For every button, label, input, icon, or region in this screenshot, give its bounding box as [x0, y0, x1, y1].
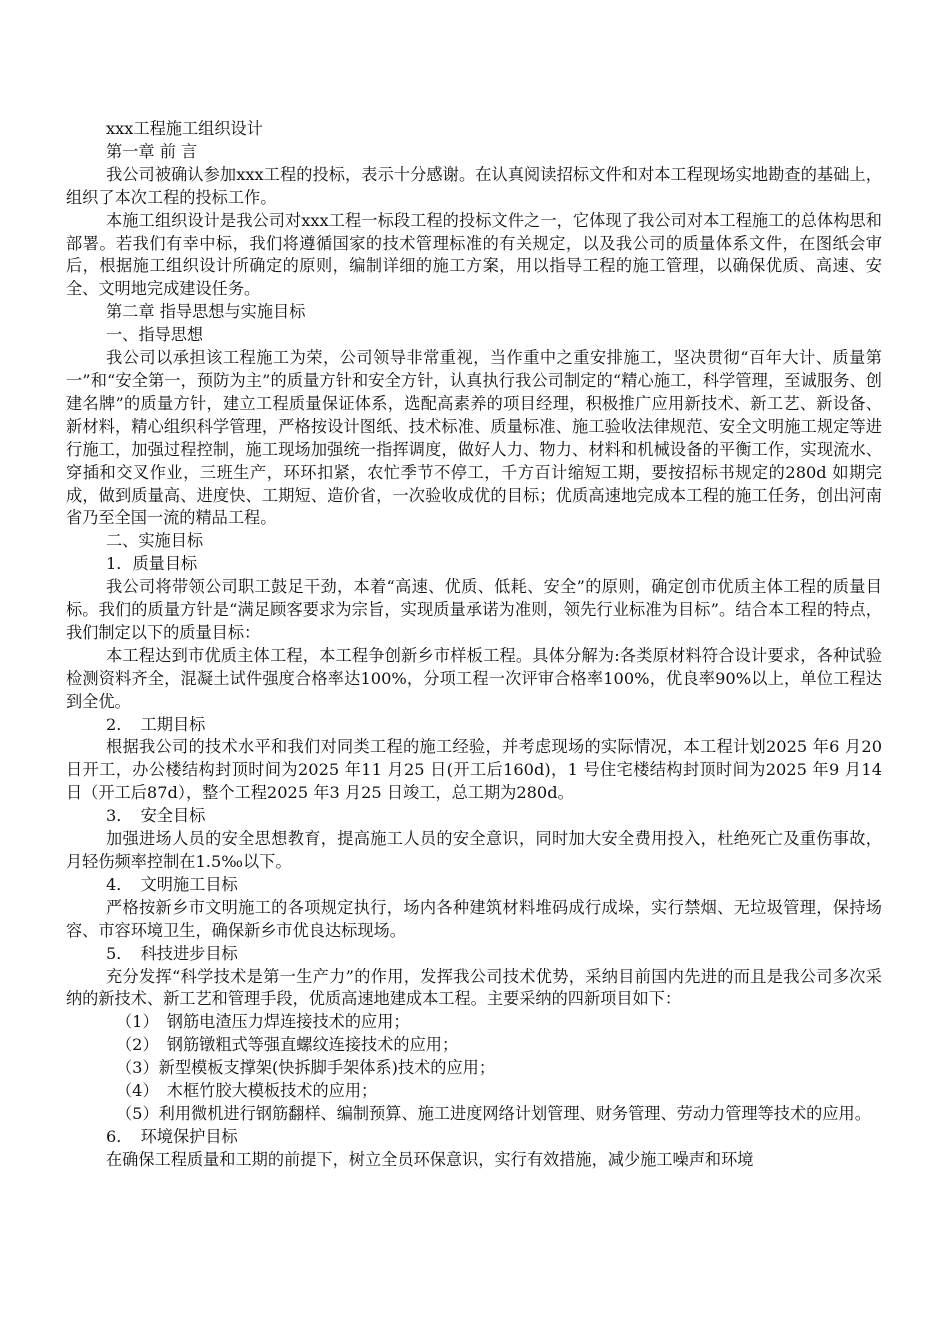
list-item: （3）新型模板支撑架(快拆脚手架体系)技术的应用； [116, 1058, 496, 1078]
list-item: （5）利用微机进行钢筋翻样、编制预算、施工进度网络计划管理、财务管理、劳动力管理等技术的应用。 [116, 1103, 871, 1123]
paragraph: 加强进场人员的安全思想教育，提高施工人员的安全意识，同时加大安全费用投入，杜绝死亡及重伤事故，月轻伤频率控制在1.5‰以下。 [66, 829, 882, 871]
document-title: xxx工程施工组织设计 [106, 119, 263, 138]
paragraph: 充分发挥“科学技术是第一生产力”的作用，发挥我公司技术优势，采纳目前国内先进的而且是我公司多次采纳的新技术、新工艺和管理手段，优质高速地建成本工程。主要采纳的四新项目如下： [66, 966, 882, 1009]
paragraph: 我公司以承担该工程施工为荣，公司领导非常重视，当作重中之重安排施工，坚决贯彻“百年大计、质量第一”和“安全第一，预防为主”的质量方针和安全方针，认真执行我公司制定的“精心施工，科学管理，至诚服务、创建名牌”的质量方针，建立工程质量保证体系，选配高素养的项目经理，积极推广应用新技术、新工艺、新设备、新材料，精心组织科学管理，严格按设计图纸、技术标准、质量标准、施工验收法律规范、安全文明施工规定等进行施工，加强过程控制，施工现场加强统一指挥调度，做好人力、物力、材料和机械设备的平衡工作，实现流水、穿插和交叉作业，三班生产，环环扣紧，农忙季节不停工，千方百计缩短工期，要按招标书规定的280d 如期完成，做到质量高、进度快、工期短、造价省，一次验收成优的目标；优质高速地完成本工程的施工任务，创出河南省乃至全国一流的精品工程。 [66, 348, 882, 528]
section-heading: 第一章 前 言 [106, 141, 198, 161]
document-body [66, 118, 882, 1172]
section-heading: 二、实施目标 [106, 531, 204, 551]
section-heading: 2． 工期目标 [106, 714, 206, 734]
paragraph: 我公司将带领公司职工鼓足干劲，本着“高速、优质、低耗、安全”的原则，确定创市优质主体工程的质量目标。我们的质量方针是“满足顾客要求为宗旨，实现质量承诺为准则，领先行业标准为目标”。结合本工程的特点，我们制定以下的质量目标： [66, 577, 882, 642]
section-heading: 3． 安全目标 [106, 806, 206, 826]
paragraph: 我公司被确认参加xxx工程的投标，表示十分感谢。在认真阅读招标文件和对本工程现场实地勘查的基础上，组织了本次工程的投标工作。 [66, 164, 882, 207]
section-heading: 第二章 指导思想与实施目标 [106, 302, 306, 322]
section-heading: 一、指导思想 [106, 325, 204, 345]
section-heading: 6． 环境保护目标 [106, 1126, 238, 1146]
list-item: （2） 钢筋镦粗式等强直螺纹连接技术的应用； [116, 1035, 459, 1055]
section-heading: 5． 科技进步目标 [106, 943, 238, 963]
paragraph: 本工程达到市优质主体工程，本工程争创新乡市样板工程。具体分解为:各类原材料符合设计要求，各种试验检测资料齐全，混凝土试件强度合格率达100%，分项工程一次评审合格率100%，优良率90%以上，单位工程达到全优。 [66, 645, 882, 711]
paragraph: 严格按新乡市文明施工的各项规定执行，场内各种建筑材料堆码成行成垛，实行禁烟、无垃圾管理，保持场容、市容环境卫生，确保新乡市优良达标现场。 [66, 897, 882, 940]
list-item: （4） 木框竹胶大模板技术的应用； [116, 1081, 378, 1101]
section-heading: 4． 文明施工目标 [106, 874, 238, 894]
paragraph: 本施工组织设计是我公司对xxx工程一标段工程的投标文件之一，它体现了我公司对本工程施工的总体构思和部署。若我们有幸中标，我们将遵循国家的技术管理标准的有关规定，以及我公司的质量体系文件，在图纸会审后，根据施工组织设计所确定的原则，编制详细的施工方案，用以指导工程的施工管理，以确保优质、高速、安全、文明地完成建设任务。 [66, 210, 882, 299]
document-content [66, 141, 882, 1172]
section-heading: 1．质量目标 [106, 554, 198, 574]
paragraph: 根据我公司的技术水平和我们对同类工程的施工经验，并考虑现场的实际情况，本工程计划2025 年6 月20 日开工，办公楼结构封顶时间为2025 年11 月25 日(开工后160d)，1 号住宅楼结构封顶时间为2025 年9 月14 日（开工后87d），整个工程2025 年3 月25 日竣工，总工期为280d。 [66, 737, 882, 803]
list-item: （1） 钢筋电渣压力焊连接技术的应用； [116, 1012, 410, 1032]
paragraph: 在确保工程质量和工期的前提下，树立全员环保意识，实行有效措施，减少施工噪声和环境 [106, 1149, 754, 1169]
